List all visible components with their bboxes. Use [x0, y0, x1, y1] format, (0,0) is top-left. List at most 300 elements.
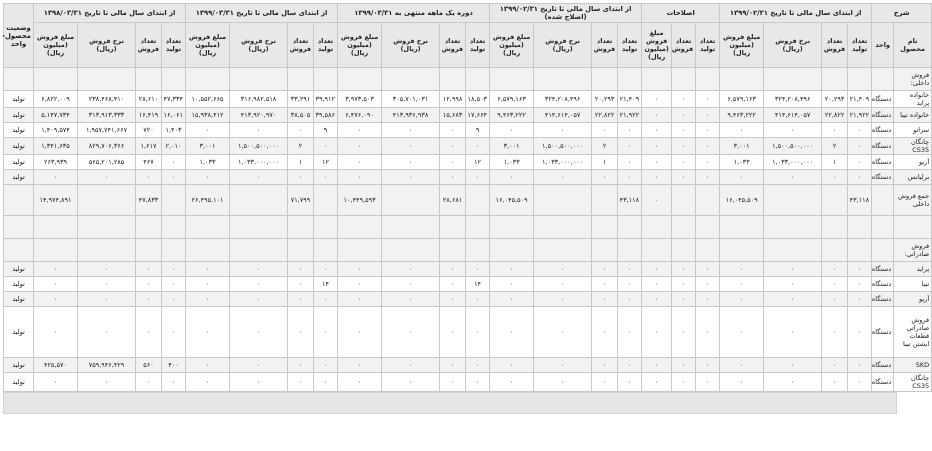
table-cell: ۰: [642, 185, 672, 216]
table-cell: [186, 68, 230, 91]
table-cell: ۰: [848, 155, 872, 170]
table-cell: ۴۰۰: [162, 358, 186, 373]
table-cell: ۰: [338, 262, 382, 277]
table-cell: ۰: [136, 262, 162, 277]
table-cell: ۰: [440, 307, 466, 358]
table-cell: ۰: [34, 307, 78, 358]
table-cell: ۰: [440, 123, 466, 138]
table-cell: [162, 216, 186, 239]
table-cell: ۰: [338, 292, 382, 307]
table-cell: دستگاه: [872, 277, 894, 292]
column-header: تعداد تولید: [314, 23, 338, 68]
table-cell: دستگاه: [872, 170, 894, 185]
table-cell: [822, 239, 848, 262]
table-cell: ۶,۴۷۶,۰۹۰: [338, 108, 382, 123]
table-cell: ۰: [534, 123, 592, 138]
column-header: نرخ فروش (ریال): [764, 23, 822, 68]
table-cell: ۰: [162, 292, 186, 307]
table-cell: [466, 185, 490, 216]
table-cell: [230, 216, 288, 239]
table-cell: [288, 239, 314, 262]
table-cell: ۰: [618, 277, 642, 292]
table-cell: ۰: [230, 262, 288, 277]
table-row: [4, 138, 932, 155]
column-header: تعداد تولید: [618, 23, 642, 68]
table-cell: ۰: [720, 170, 764, 185]
table-cell: ۰: [382, 138, 440, 155]
column-header: تعداد فروش: [592, 23, 618, 68]
table-cell: [672, 216, 696, 239]
header-group: از ابتدای سال مالی تا تاریخ ۱۳۹۹/۰۲/۳۱: [720, 4, 872, 23]
table-cell: ۵۶۵,۲۰۱,۲۸۵: [78, 155, 136, 170]
table-cell: ۴۳,۱۱۸: [848, 185, 872, 216]
table-cell: ۰: [618, 155, 642, 170]
header-group: از ابتدای سال مالی تا تاریخ ۱۳۹۹/۰۳/۳۱: [186, 4, 338, 23]
table-cell: [230, 68, 288, 91]
table-cell: ۰: [720, 373, 764, 392]
table-cell: ۰: [382, 277, 440, 292]
table-cell: ۰: [314, 307, 338, 358]
table-cell: ۰: [78, 262, 136, 277]
table-cell: [490, 239, 534, 262]
table-cell: [466, 68, 490, 91]
table-cell: ۲: [592, 138, 618, 155]
table-cell: ۰: [764, 262, 822, 277]
table-cell: ۰: [642, 108, 672, 123]
table-cell: [672, 68, 696, 91]
table-cell: [822, 68, 848, 91]
table-cell: ۰: [848, 138, 872, 155]
table-cell: ۳۲۴,۲۰۸,۴۹۶: [764, 91, 822, 108]
table-cell: ۳۳,۲۹۱: [288, 91, 314, 108]
table-cell: ۰: [230, 170, 288, 185]
table-cell: [288, 216, 314, 239]
table-cell: ۰: [186, 292, 230, 307]
table-cell: [78, 68, 136, 91]
table-cell: [696, 216, 720, 239]
table-cell: ۸۲۹,۷۰۶,۳۶۶: [78, 138, 136, 155]
table-cell: ۰: [592, 292, 618, 307]
table-cell: ۰: [440, 155, 466, 170]
table-cell: ۰: [592, 262, 618, 277]
table-cell: ۳۲۴,۲۰۸,۴۹۶: [534, 91, 592, 108]
table-cell: ۰: [822, 373, 848, 392]
table-cell: ۴۷,۸۳۳: [136, 185, 162, 216]
table-cell: ۲۱,۹۲۲: [848, 108, 872, 123]
row-label: آریو: [894, 155, 932, 170]
table-cell: ۰: [186, 358, 230, 373]
table-cell: ۱,۰۳۳: [490, 155, 534, 170]
table-cell: ۱,۳۴۱,۶۳۵: [34, 138, 78, 155]
table-cell: [4, 239, 34, 262]
table-cell: ۷۱,۷۹۹: [288, 185, 314, 216]
table-cell: ۰: [696, 373, 720, 392]
table-row: [4, 185, 932, 216]
column-header: تعداد فروش: [440, 23, 466, 68]
table-cell: [872, 216, 894, 239]
table-cell: [822, 216, 848, 239]
table-cell: ۲,۰۱۰: [162, 138, 186, 155]
table-cell: ۰: [34, 373, 78, 392]
header-group: از ابتدای سال مالی تا تاریخ ۱۳۹۹/۰۲/۳۱ (اصلاح شده): [490, 4, 642, 23]
table-cell: [534, 239, 592, 262]
table-row: [4, 307, 932, 358]
table-cell: ۰: [490, 170, 534, 185]
table-cell: ۰: [720, 123, 764, 138]
table-cell: ۱۵,۶۸۳: [440, 108, 466, 123]
table-cell: [618, 216, 642, 239]
table-cell: ۳,۹۷۳,۵۰۳: [338, 91, 382, 108]
row-label: پراید: [894, 262, 932, 277]
table-cell: [78, 239, 136, 262]
table-cell: ۰: [338, 123, 382, 138]
table-cell: ۰: [288, 123, 314, 138]
table-cell: ۱,۰۳۳,۰۰۰,۰۰۰: [230, 155, 288, 170]
table-cell: دستگاه: [872, 292, 894, 307]
column-header: تعداد فروش: [288, 23, 314, 68]
column-header: واحد: [872, 23, 894, 68]
table-cell: دستگاه: [872, 262, 894, 277]
column-header: مبلغ فروش (میلیون ریال): [720, 23, 764, 68]
table-cell: ۱۲,۹۹۸: [440, 91, 466, 108]
table-cell: ۰: [848, 292, 872, 307]
table-cell: ۰: [440, 358, 466, 373]
table-cell: ۰: [618, 373, 642, 392]
table-cell: ۲۱,۹۲۲: [618, 108, 642, 123]
table-cell: ۰: [338, 138, 382, 155]
table-cell: ۰: [466, 170, 490, 185]
table-row: [4, 239, 932, 262]
table-cell: [4, 216, 34, 239]
table-cell: ۱,۹۵۷,۷۴۱,۶۶۷: [78, 123, 136, 138]
table-cell: [696, 68, 720, 91]
table-cell: ۲: [288, 138, 314, 155]
table-cell: تولید: [4, 262, 34, 277]
table-cell: ۰: [136, 292, 162, 307]
table-cell: ۱۶,۰۴۵,۵۰۹: [490, 185, 534, 216]
table-cell: ۰: [696, 170, 720, 185]
table-cell: ۰: [78, 373, 136, 392]
table-cell: ۱,۴۰۹,۵۷۴: [34, 123, 78, 138]
table-cell: ۰: [642, 155, 672, 170]
row-label: چانگان CS35: [894, 138, 932, 155]
table-cell: [642, 216, 672, 239]
table-cell: ۰: [848, 277, 872, 292]
table-cell: ۱۴: [314, 277, 338, 292]
table-cell: ۰: [230, 358, 288, 373]
table-cell: ۴۱۳,۹۲۰,۹۷۰: [230, 108, 288, 123]
table-cell: تولید: [4, 138, 34, 155]
table-cell: ۴۱۴,۶۱۴,۰۵۷: [534, 108, 592, 123]
table-cell: ۰: [672, 138, 696, 155]
row-label: خانواده پراید: [894, 91, 932, 108]
table-cell: ۰: [848, 373, 872, 392]
table-cell: ۵۶۰: [136, 358, 162, 373]
table-cell: ۱: [592, 155, 618, 170]
table-cell: ۰: [162, 277, 186, 292]
table-cell: [382, 185, 440, 216]
table-cell: ۰: [78, 170, 136, 185]
table-cell: [848, 239, 872, 262]
table-cell: ۰: [642, 277, 672, 292]
table-cell: ۲۶۳,۹۳۹: [34, 155, 78, 170]
table-cell: [314, 185, 338, 216]
table-cell: [4, 185, 34, 216]
table-cell: ۰: [618, 262, 642, 277]
table-cell: ۰: [534, 373, 592, 392]
row-label: برلیانس: [894, 170, 932, 185]
table-cell: ۱,۵۰۰,۵۰۰,۰۰۰: [764, 138, 822, 155]
table-cell: ۰: [314, 138, 338, 155]
table-cell: ۴۳,۱۱۸: [618, 185, 642, 216]
table-cell: [162, 68, 186, 91]
table-cell: [534, 185, 592, 216]
column-header: تعداد تولید: [848, 23, 872, 68]
table-cell: ۰: [822, 292, 848, 307]
table-cell: [592, 216, 618, 239]
table-cell: ۱,۵۰۰,۵۰۰,۰۰۰: [534, 138, 592, 155]
table-cell: ۰: [592, 123, 618, 138]
table-cell: ۱,۵۰۰,۵۰۰,۰۰۰: [230, 138, 288, 155]
table-cell: [490, 216, 534, 239]
table-cell: ۳,۰۰۱: [720, 138, 764, 155]
table-cell: ۰: [534, 277, 592, 292]
table-cell: ۰: [672, 358, 696, 373]
sales-report: [2, 3, 930, 414]
table-cell: ۰: [764, 373, 822, 392]
table-cell: [440, 239, 466, 262]
table-cell: ۰: [642, 358, 672, 373]
header-column-row: [4, 23, 932, 68]
column-header: نرخ فروش (ریال): [78, 23, 136, 68]
table-cell: ۳۸,۵۰۵: [288, 108, 314, 123]
table-cell: ۱۶,۰۴۵,۵۰۹: [720, 185, 764, 216]
table-cell: ۰: [592, 373, 618, 392]
table-cell: ۰: [618, 358, 642, 373]
table-cell: [288, 68, 314, 91]
table-cell: ۰: [338, 155, 382, 170]
table-row: [4, 123, 932, 138]
table-cell: ۰: [696, 123, 720, 138]
table-cell: ۰: [186, 373, 230, 392]
row-label: تیبا: [894, 277, 932, 292]
table-cell: ۰: [34, 262, 78, 277]
table-cell: [314, 216, 338, 239]
column-header: مبلغ فروش (میلیون ریال): [338, 23, 382, 68]
table-cell: ۰: [720, 262, 764, 277]
table-cell: ۰: [136, 170, 162, 185]
table-cell: [490, 68, 534, 91]
table-cell: [34, 68, 78, 91]
table-cell: [764, 216, 822, 239]
table-cell: ۱۴,۹۷۴,۸۹۱: [34, 185, 78, 216]
table-cell: ۰: [186, 262, 230, 277]
table-cell: [382, 68, 440, 91]
table-cell: [338, 216, 382, 239]
table-cell: [618, 239, 642, 262]
table-cell: ۰: [672, 292, 696, 307]
table-cell: ۰: [186, 307, 230, 358]
table-row: [4, 262, 932, 277]
table-cell: ۰: [230, 277, 288, 292]
table-cell: [440, 216, 466, 239]
table-row: [4, 292, 932, 307]
table-cell: تولید: [4, 373, 34, 392]
table-cell: ۰: [490, 307, 534, 358]
table-cell: ۰: [162, 307, 186, 358]
header-group: وضعیت محصول- واحد: [4, 4, 34, 68]
table-cell: ۰: [382, 358, 440, 373]
table-cell: ۲: [822, 138, 848, 155]
table-cell: ۲۸,۶۸۱: [440, 185, 466, 216]
table-cell: ۱۰,۴۴۹,۵۹۳: [338, 185, 382, 216]
table-cell: ۴۶۷: [136, 155, 162, 170]
table-cell: [314, 239, 338, 262]
table-cell: ۰: [162, 155, 186, 170]
column-header: مبلغ فروش (میلیون ریال): [642, 23, 672, 68]
table-cell: ۴۱۴,۶۱۴,۰۵۷: [764, 108, 822, 123]
table-cell: ۰: [618, 123, 642, 138]
table-cell: ۰: [162, 373, 186, 392]
table-cell: ۰: [822, 262, 848, 277]
table-cell: [592, 185, 618, 216]
table-cell: ۰: [642, 262, 672, 277]
table-cell: ۲۸,۶۱۰: [136, 91, 162, 108]
table-cell: ۰: [136, 277, 162, 292]
table-cell: ۱,۰۳۳,۰۰۰,۰۰۰: [764, 155, 822, 170]
table-cell: ۰: [618, 292, 642, 307]
table-cell: ۰: [822, 307, 848, 358]
row-label: جمع فروش داخلی: [894, 185, 932, 216]
table-cell: ۳۰۵,۷۰۱,۰۳۱: [382, 91, 440, 108]
table-cell: ۰: [490, 262, 534, 277]
table-cell: ۰: [440, 262, 466, 277]
table-cell: ۰: [642, 292, 672, 307]
row-label: [894, 216, 932, 239]
table-cell: [696, 239, 720, 262]
table-cell: ۰: [382, 292, 440, 307]
table-cell: [34, 216, 78, 239]
table-row: [4, 91, 932, 108]
column-header: نرخ فروش (ریال): [382, 23, 440, 68]
table-cell: ۰: [848, 170, 872, 185]
table-cell: دستگاه: [872, 307, 894, 358]
table-cell: [872, 68, 894, 91]
table-footer: [3, 392, 897, 414]
table-cell: ۰: [288, 358, 314, 373]
table-cell: ۰: [34, 292, 78, 307]
table-cell: دستگاه: [872, 373, 894, 392]
table-cell: ۷۵۹,۹۴۶,۴۲۹: [78, 358, 136, 373]
table-cell: ۰: [382, 307, 440, 358]
table-cell: ۰: [440, 138, 466, 155]
table-cell: تولید: [4, 170, 34, 185]
table-cell: ۰: [618, 307, 642, 358]
table-cell: [382, 216, 440, 239]
table-cell: ۰: [696, 277, 720, 292]
table-cell: ۳۱۳,۹۱۳,۳۳۳: [78, 108, 136, 123]
table-cell: ۰: [672, 155, 696, 170]
table-cell: ۱,۰۳۳: [720, 155, 764, 170]
table-cell: ۰: [534, 170, 592, 185]
table-cell: تولید: [4, 358, 34, 373]
table-cell: تولید: [4, 292, 34, 307]
table-cell: ۰: [592, 170, 618, 185]
table-row: [4, 155, 932, 170]
table-cell: تولید: [4, 123, 34, 138]
table-cell: [440, 68, 466, 91]
table-cell: ۰: [720, 358, 764, 373]
row-label: فروش صادراتی:: [894, 239, 932, 262]
table-cell: ۰: [186, 277, 230, 292]
table-cell: ۰: [288, 307, 314, 358]
table-cell: ۱,۶۱۷: [136, 138, 162, 155]
table-cell: ۳,۰۰۱: [186, 138, 230, 155]
table-cell: ۷۲۰: [136, 123, 162, 138]
table-cell: ۹,۴۶۳,۲۲۲: [490, 108, 534, 123]
table-cell: ۰: [672, 123, 696, 138]
table-cell: [136, 239, 162, 262]
table-cell: ۱۸,۵۰۳: [466, 91, 490, 108]
table-cell: ۰: [382, 170, 440, 185]
column-header: نام محصول: [894, 23, 932, 68]
table-cell: ۰: [764, 123, 822, 138]
table-cell: [186, 239, 230, 262]
table-cell: ۱۵,۹۳۸,۴۱۲: [186, 108, 230, 123]
table-cell: [672, 185, 696, 216]
table-cell: [720, 239, 764, 262]
table-cell: ۰: [314, 170, 338, 185]
table-cell: [230, 239, 288, 262]
table-cell: ۰: [314, 358, 338, 373]
table-cell: ۰: [34, 277, 78, 292]
row-label: سراتو: [894, 123, 932, 138]
table-cell: دستگاه: [872, 108, 894, 123]
table-cell: [34, 239, 78, 262]
table-cell: ۰: [466, 307, 490, 358]
table-cell: [696, 185, 720, 216]
table-cell: ۶,۵۷۹,۱۶۳: [720, 91, 764, 108]
table-cell: ۰: [288, 373, 314, 392]
row-label: چانگان CS35: [894, 373, 932, 392]
table-cell: ۴۱۳,۹۳۶,۹۳۸: [382, 108, 440, 123]
column-header: تعداد تولید: [162, 23, 186, 68]
table-cell: ۰: [592, 277, 618, 292]
table-cell: ۰: [822, 170, 848, 185]
table-cell: ۱۶,۰۶۱: [162, 108, 186, 123]
table-cell: ۰: [696, 358, 720, 373]
table-cell: [162, 185, 186, 216]
table-cell: ۲۶,۴۹۵,۱۰۱: [186, 185, 230, 216]
table-row: [4, 277, 932, 292]
table-cell: [764, 239, 822, 262]
table-cell: [872, 185, 894, 216]
table-cell: [534, 68, 592, 91]
row-label: آریو: [894, 292, 932, 307]
table-cell: ۰: [490, 292, 534, 307]
table-cell: ۰: [162, 170, 186, 185]
table-cell: ۰: [382, 155, 440, 170]
table-cell: ۰: [490, 123, 534, 138]
table-cell: ۰: [642, 123, 672, 138]
table-cell: ۳,۰۰۱: [490, 138, 534, 155]
table-cell: ۰: [466, 262, 490, 277]
table-cell: ۱۰,۵۵۲,۶۶۵: [186, 91, 230, 108]
table-cell: ۱۷,۶۶۴: [466, 108, 490, 123]
table-cell: ۰: [338, 358, 382, 373]
table-cell: [672, 239, 696, 262]
table-cell: ۰: [490, 358, 534, 373]
